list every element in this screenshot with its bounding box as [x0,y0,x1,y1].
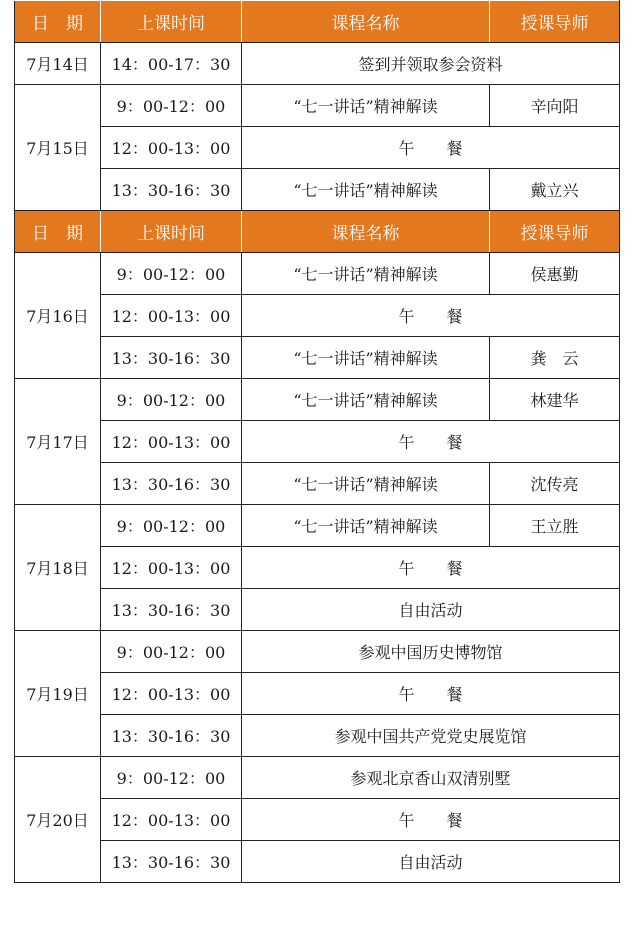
table-row [15,505,620,547]
table-row [15,127,620,169]
time-cell: 9：00-12：00 [101,505,242,547]
course-cell: “七一讲话”精神解读 [242,337,490,379]
table-row [15,85,620,127]
teacher-cell: 戴立兴 [490,169,620,211]
time-cell: 13：30-16：30 [101,169,242,211]
schedule-table [14,0,620,883]
table-row [15,547,620,589]
course-cell: 午 餐 [242,673,620,715]
table-row [15,841,620,883]
time-cell: 9：00-12：00 [101,253,242,295]
date-cell: 7月19日 [15,631,101,757]
time-cell: 9：00-12：00 [101,757,242,799]
table-row [15,379,620,421]
course-cell: “七一讲话”精神解读 [242,169,490,211]
time-cell: 14：00-17：30 [101,43,242,85]
time-cell: 12：00-13：00 [101,673,242,715]
date-cell: 7月16日 [15,253,101,379]
time-cell: 12：00-13：00 [101,799,242,841]
header-date: 日 期 [15,1,101,43]
header-row [15,1,620,43]
course-cell: 午 餐 [242,127,620,169]
course-cell: 午 餐 [242,799,620,841]
time-cell: 9：00-12：00 [101,85,242,127]
teacher-cell: 沈传亮 [490,463,620,505]
time-cell: 12：00-13：00 [101,421,242,463]
header-row [15,211,620,253]
teacher-cell: 侯惠勤 [490,253,620,295]
date-cell: 7月17日 [15,379,101,505]
table-row [15,43,620,85]
time-cell: 13：30-16：30 [101,463,242,505]
table-row [15,295,620,337]
table-row [15,631,620,673]
teacher-cell: 林建华 [490,379,620,421]
course-cell: “七一讲话”精神解读 [242,85,490,127]
header-course: 课程名称 [242,1,490,43]
course-cell: 参观中国历史博物馆 [242,631,620,673]
header-time: 上课时间 [101,211,242,253]
date-cell: 7月20日 [15,757,101,883]
header-time: 上课时间 [101,1,242,43]
time-cell: 13：30-16：30 [101,337,242,379]
table-row [15,169,620,211]
course-cell: 午 餐 [242,547,620,589]
table-row [15,463,620,505]
course-cell: “七一讲话”精神解读 [242,505,490,547]
time-cell: 13：30-16：30 [101,589,242,631]
table-row [15,589,620,631]
table-row [15,673,620,715]
course-cell: 自由活动 [242,589,620,631]
date-cell: 7月14日 [15,43,101,85]
table-row [15,337,620,379]
date-cell: 7月15日 [15,85,101,211]
header-teacher: 授课导师 [490,1,620,43]
course-cell: “七一讲话”精神解读 [242,463,490,505]
header-teacher: 授课导师 [490,211,620,253]
table-row [15,421,620,463]
table-row [15,799,620,841]
time-cell: 12：00-13：00 [101,295,242,337]
course-cell: 参观北京香山双清别墅 [242,757,620,799]
time-cell: 12：00-13：00 [101,127,242,169]
course-cell: 午 餐 [242,295,620,337]
time-cell: 13：30-16：30 [101,715,242,757]
course-cell: 午 餐 [242,421,620,463]
time-cell: 9：00-12：00 [101,631,242,673]
time-cell: 9：00-12：00 [101,379,242,421]
course-cell: 参观中国共产党党史展览馆 [242,715,620,757]
teacher-cell: 辛向阳 [490,85,620,127]
header-date: 日 期 [15,211,101,253]
teacher-cell: 龚 云 [490,337,620,379]
course-cell: 自由活动 [242,841,620,883]
course-cell: “七一讲话”精神解读 [242,253,490,295]
teacher-cell: 王立胜 [490,505,620,547]
date-cell: 7月18日 [15,505,101,631]
course-cell: “七一讲话”精神解读 [242,379,490,421]
course-cell: 签到并领取参会资料 [242,43,620,85]
table-row [15,715,620,757]
time-cell: 13：30-16：30 [101,841,242,883]
table-row [15,757,620,799]
table-row [15,253,620,295]
header-course: 课程名称 [242,211,490,253]
time-cell: 12：00-13：00 [101,547,242,589]
